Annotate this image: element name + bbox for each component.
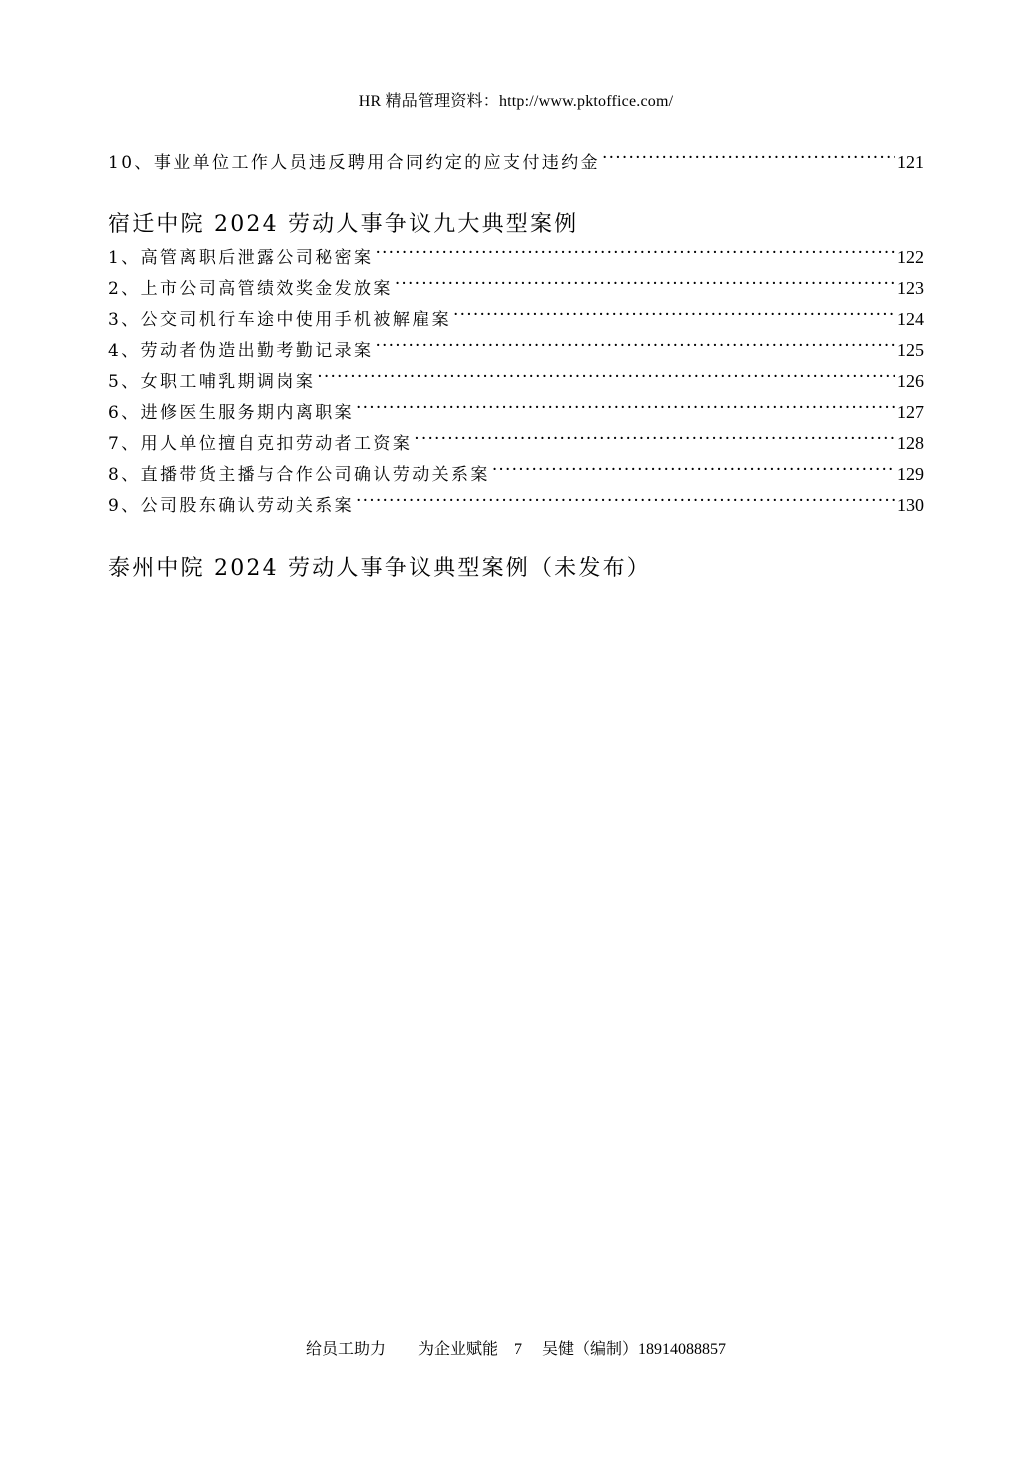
toc-entry-page: 127	[897, 402, 924, 422]
section-heading-taizhou: 泰州中院 2024 劳动人事争议典型案例（未发布）	[108, 556, 651, 581]
toc-entry-10[interactable]	[108, 148, 924, 173]
toc-entry-number: 6、	[108, 403, 141, 423]
toc-entry-title: 用人单位擅自克扣劳动者工资案	[140, 434, 413, 454]
toc-entry-title: 高管离职后泄露公司秘密案	[140, 248, 374, 268]
toc-entry-number: 8、	[108, 465, 141, 485]
toc-entry[interactable]	[108, 305, 924, 330]
toc-entry-number: 2、	[108, 279, 141, 299]
dot-leader	[602, 151, 895, 168]
dot-leader	[356, 494, 895, 511]
toc-entry-title: 劳动者伪造出勤考勤记录案	[140, 341, 374, 361]
page-footer: 给员工助力 为企业赋能 7 吴健（编制）18914088857	[305, 1341, 726, 1358]
toc-entry-title: 公司股东确认劳动关系案	[140, 496, 355, 516]
toc-entry-number: 3、	[108, 310, 141, 330]
dot-leader	[395, 277, 895, 294]
toc-entry[interactable]	[108, 398, 924, 423]
page-header: HR 精品管理资料：http://www.pktoffice.com/	[358, 93, 674, 110]
toc-entry-number: 4、	[108, 341, 141, 361]
toc-entry[interactable]	[108, 243, 924, 268]
toc-entry-number: 1、	[108, 248, 141, 268]
dot-leader	[414, 432, 895, 449]
toc-entry-page: 128	[897, 433, 924, 453]
toc-entry[interactable]	[108, 491, 924, 516]
toc-entry-page: 122	[897, 247, 924, 267]
dot-leader	[375, 339, 895, 356]
toc-entry-number: 5、	[108, 372, 141, 392]
toc-entry-title: 进修医生服务期内离职案	[140, 403, 355, 423]
toc-entry-page: 126	[897, 371, 924, 391]
toc-entry-page: 130	[897, 495, 924, 515]
toc-entry-page: 125	[897, 340, 924, 360]
dot-leader	[317, 370, 895, 387]
toc-entry-number: 7、	[108, 434, 141, 454]
toc-entry-title: 直播带货主播与合作公司确认劳动关系案	[140, 465, 490, 485]
dot-leader	[492, 463, 895, 480]
toc-entry-title: 女职工哺乳期调岗案	[140, 372, 316, 392]
section-heading-suqian: 宿迁中院 2024 劳动人事争议九大典型案例	[108, 212, 579, 237]
toc-entry-title: 公交司机行车途中使用手机被解雇案	[140, 310, 452, 330]
toc-entry-page: 123	[897, 278, 924, 298]
toc-entry[interactable]	[108, 274, 924, 299]
toc-entry-page: 121	[897, 152, 924, 172]
dot-leader	[375, 246, 895, 263]
dot-leader	[356, 401, 895, 418]
toc-entry-page: 129	[897, 464, 924, 484]
toc-entry-number: 10、	[108, 153, 154, 173]
toc-entry-page: 124	[897, 309, 924, 329]
toc-entry[interactable]	[108, 367, 924, 392]
toc-entry[interactable]	[108, 429, 924, 454]
toc-entry-title: 上市公司高管绩效奖金发放案	[140, 279, 393, 299]
toc-entry-title: 事业单位工作人员违反聘用合同约定的应支付违约金	[153, 153, 601, 173]
toc-entry[interactable]	[108, 460, 924, 485]
toc-entry[interactable]	[108, 336, 924, 361]
dot-leader	[453, 308, 895, 325]
toc-entry-number: 9、	[108, 496, 141, 516]
